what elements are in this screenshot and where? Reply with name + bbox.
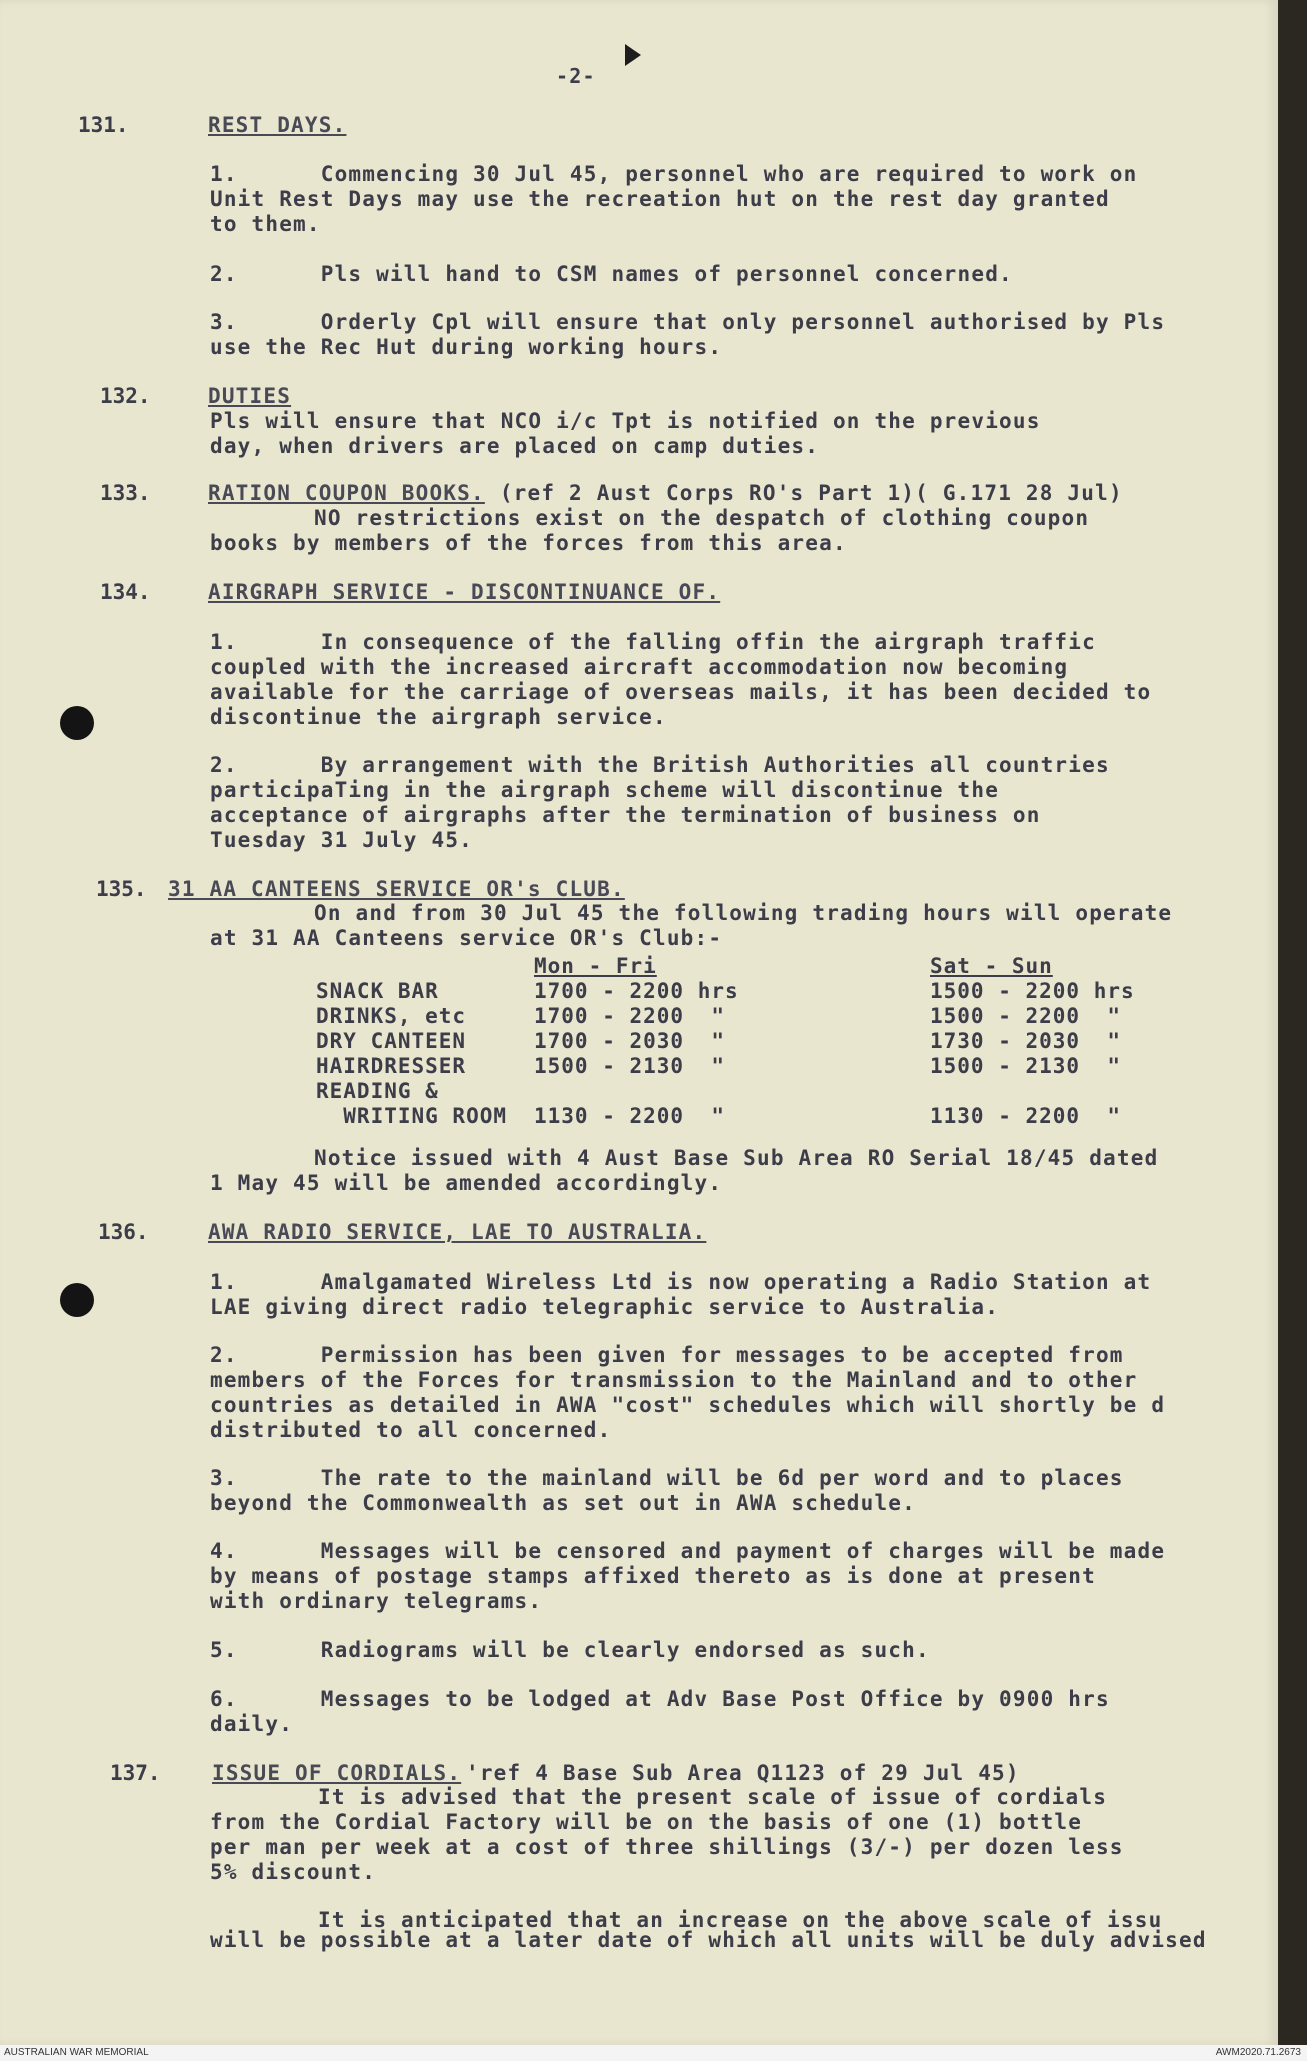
heading-reference: 'ref 4 Base Sub Area Q1123 of 29 Jul 45) <box>466 1761 1020 1785</box>
section-number: 137. <box>110 1761 161 1785</box>
text-line: coupled with the increased aircraft accommodation now becoming <box>210 655 1069 679</box>
text-line: use the Rec Hut during working hours. <box>210 335 723 359</box>
table-row-facility: HAIRDRESSER <box>316 1054 467 1078</box>
table-row-facility: READING & <box>316 1079 439 1103</box>
table-cell: 1700 - 2200 hrs <box>534 979 739 1003</box>
text-line: On and from 30 Jul 45 the following trading hours will operate <box>314 901 1173 925</box>
text-line: 6. Messages to be lodged at Adv Base Post Office by 0900 hrs <box>210 1687 1110 1711</box>
footer-accession-number: AWM2020.71.2673 <box>1215 2047 1301 2058</box>
text-line: 3. Orderly Cpl will ensure that only personnel authorised by Pls <box>210 310 1166 334</box>
text-line: day, when drivers are placed on camp duties. <box>210 434 820 458</box>
text-line: 2. Pls will hand to CSM names of personnel concerned. <box>210 262 1013 286</box>
text-line: Unit Rest Days may use the recreation hut on the rest day granted <box>210 187 1110 211</box>
text-line: by means of postage stamps affixed thereto as is done at present <box>210 1564 1096 1588</box>
footer-institution: AUSTRALIAN WAR MEMORIAL <box>4 2047 149 2058</box>
section-heading: RATION COUPON BOOKS. <box>208 481 485 505</box>
section-heading: AWA RADIO SERVICE, LAE TO AUSTRALIA. <box>208 1220 707 1244</box>
text-line: members of the Forces for transmission to the Mainland and to other <box>210 1368 1138 1392</box>
table-row-facility: DRINKS, etc <box>316 1004 467 1028</box>
section-number: 136. <box>98 1220 149 1244</box>
text-line: countries as detailed in AWA "cost" schedules which will shortly be d <box>210 1393 1166 1417</box>
text-line: from the Cordial Factory will be on the basis of one (1) bottle <box>210 1810 1083 1834</box>
text-line: 4. Messages will be censored and payment of charges will be made <box>210 1539 1166 1563</box>
section-number: 133. <box>100 481 151 505</box>
table-row-facility: WRITING ROOM <box>316 1104 508 1128</box>
text-line: 1. Amalgamated Wireless Ltd is now operating a Radio Station at <box>210 1270 1152 1294</box>
text-line: to them. <box>210 212 321 236</box>
text-line: 5. Radiograms will be clearly endorsed as such. <box>210 1638 930 1662</box>
section-number: 131. <box>78 113 129 137</box>
text-line: discontinue the airgraph service. <box>210 705 667 729</box>
arrow-mark-icon <box>625 44 641 66</box>
table-header: Mon - Fri <box>534 954 657 978</box>
text-line: Tuesday 31 July 45. <box>210 828 474 852</box>
table-row-facility: SNACK BAR <box>316 979 439 1003</box>
table-cell: 1500 - 2130 " <box>930 1054 1122 1078</box>
table-cell: 1730 - 2030 " <box>930 1029 1122 1053</box>
table-row-facility: DRY CANTEEN <box>316 1029 467 1053</box>
text-line: at 31 AA Canteens service OR's Club:- <box>210 926 723 950</box>
text-line: per man per week at a cost of three shillings (3/-) per dozen less <box>210 1835 1124 1859</box>
table-cell: 1700 - 2030 " <box>534 1029 726 1053</box>
text-line: will be possible at a later date of which all units will be duly advised <box>210 1928 1207 1952</box>
text-line: 1 May 45 will be amended accordingly. <box>210 1171 723 1195</box>
text-line: It is anticipated that an increase on the above scale of issu <box>318 1908 1163 1932</box>
text-line: acceptance of airgraphs after the termination of business on <box>210 803 1041 827</box>
section-heading: 31 AA CANTEENS SERVICE OR's CLUB. <box>168 877 625 901</box>
table-cell: 1700 - 2200 " <box>534 1004 726 1028</box>
text-line: Notice issued with 4 Aust Base Sub Area RO Serial 18/45 dated <box>314 1146 1159 1170</box>
table-cell: 1500 - 2200 hrs <box>930 979 1135 1003</box>
section-heading: REST DAYS. <box>208 113 347 137</box>
text-line: 1. In consequence of the falling offin the airgraph traffic <box>210 630 1096 654</box>
text-line: beyond the Commonwealth as set out in AWA schedule. <box>210 1491 916 1515</box>
section-number: 132. <box>100 384 151 408</box>
text-line: 3. The rate to the mainland will be 6d per word and to places <box>210 1466 1124 1490</box>
heading-reference: (ref 2 Aust Corps RO's Part 1)( G.171 28 Jul) <box>486 481 1123 505</box>
page-number: -2- <box>556 64 596 88</box>
text-line: NO restrictions exist on the despatch of clothing coupon <box>314 506 1090 530</box>
text-line: distributed to all concerned. <box>210 1418 612 1442</box>
table-cell: 1500 - 2200 " <box>930 1004 1122 1028</box>
text-line: daily. <box>210 1712 294 1736</box>
text-line: LAE giving direct radio telegraphic service to Australia. <box>210 1295 1000 1319</box>
text-line: 1. Commencing 30 Jul 45, personnel who are required to work on <box>210 162 1138 186</box>
text-line: It is advised that the present scale of issue of cordials <box>318 1785 1108 1809</box>
text-line: books by members of the forces from this area. <box>210 531 847 555</box>
punch-hole-icon <box>60 1283 94 1317</box>
text-line: 2. By arrangement with the British Authorities all countries <box>210 753 1110 777</box>
section-number: 134. <box>100 580 151 604</box>
table-cell: 1500 - 2130 " <box>534 1054 726 1078</box>
table-cell: 1130 - 2200 " <box>930 1104 1122 1128</box>
table-header: Sat - Sun <box>930 954 1053 978</box>
text-line: 2. Permission has been given for messages to be accepted from <box>210 1343 1124 1367</box>
text-line: available for the carriage of overseas mails, it has been decided to <box>210 680 1152 704</box>
section-number: 135. <box>96 877 147 901</box>
text-line: with ordinary telegrams. <box>210 1589 543 1613</box>
section-heading: ISSUE OF CORDIALS. <box>212 1761 462 1785</box>
text-line: participaTing in the airgraph scheme will discontinue the <box>210 778 1000 802</box>
punch-hole-icon <box>60 706 94 740</box>
section-heading: DUTIES <box>208 384 292 408</box>
archive-footer <box>0 2045 1307 2061</box>
section-heading: AIRGRAPH SERVICE - DISCONTINUANCE OF. <box>208 580 721 604</box>
text-line: 5% discount. <box>210 1860 377 1884</box>
text-line: Pls will ensure that NCO i/c Tpt is notified on the previous <box>210 409 1041 433</box>
table-cell: 1130 - 2200 " <box>534 1104 726 1128</box>
